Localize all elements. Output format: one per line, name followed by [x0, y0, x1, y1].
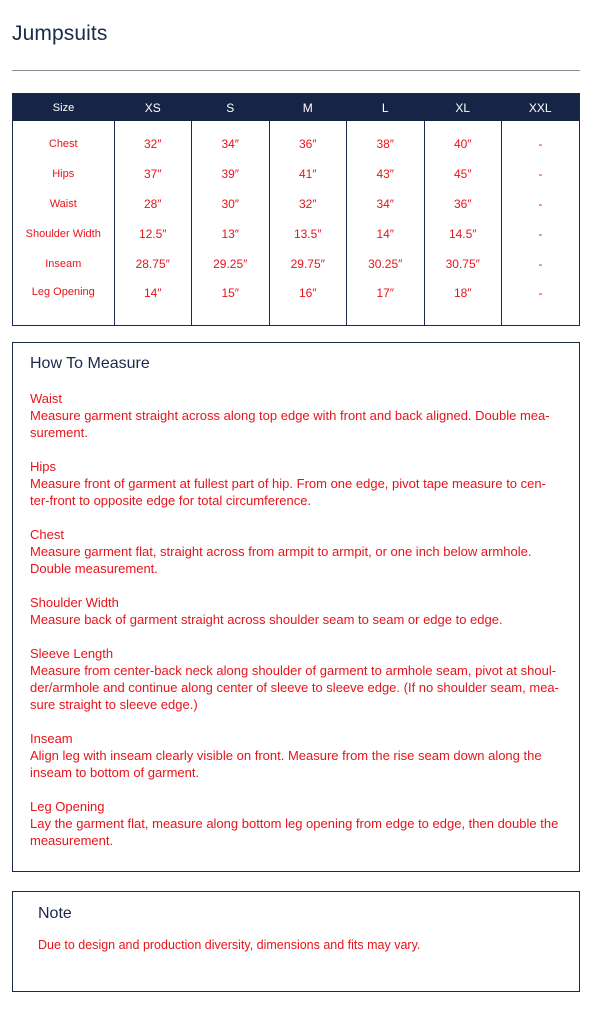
size-header-l: L	[347, 94, 425, 121]
table-cell: -	[502, 159, 580, 189]
page-title: Jumpsuits	[12, 22, 108, 45]
row-label-leg-opening: Leg Opening	[31, 286, 95, 298]
table-cell: 37″	[114, 159, 192, 189]
table-cell: -	[502, 279, 580, 326]
table-cell: 14.5″	[424, 219, 502, 249]
table-cell: 28″	[114, 189, 192, 219]
table-cell: 28.75″	[114, 249, 192, 279]
table-cell: 29.25″	[192, 249, 270, 279]
table-cell: 39″	[192, 159, 270, 189]
measure-item-text: Measure front of garment at fullest part of hip. From one edge, pivot tape measure to cen-ter-front to opposite edge for total circumference.	[30, 476, 546, 508]
note-heading: Note	[38, 905, 72, 922]
table-header-row	[13, 94, 579, 121]
measure-item-title: Leg Opening	[30, 799, 105, 814]
measure-item-text: Lay the garment flat, measure along bottom leg opening from edge to edge, then double the measurement.	[30, 816, 559, 848]
measure-item-text: Measure from center-back neck along shoulder of garment to armhole seam, pivot at shoul-der/armhole and continue along center of sleeve to sleeve edge. (If no shoulder seam, mea-sure straight to sleeve edge.)	[30, 663, 559, 712]
table-cell: 30.75″	[424, 249, 502, 279]
table-cell: 32″	[269, 189, 347, 219]
size-chart-table	[12, 93, 580, 326]
table-cell: -	[502, 189, 580, 219]
size-header-label: Size	[13, 94, 114, 121]
table-row	[13, 249, 579, 279]
measure-item-chest	[30, 526, 560, 577]
table-cell: 41″	[269, 159, 347, 189]
table-cell: 15″	[192, 279, 270, 326]
table-cell: -	[502, 249, 580, 279]
size-header-m: M	[269, 94, 347, 121]
table-cell: 17″	[347, 279, 425, 326]
how-to-measure-heading: How To Measure	[30, 355, 150, 372]
table-row	[13, 219, 579, 249]
note-text: Due to design and production diversity, dimensions and fits may vary.	[38, 938, 421, 952]
table-cell: 32″	[114, 121, 192, 159]
table-cell: 38″	[347, 121, 425, 159]
measure-item-text: Measure garment flat, straight across from armpit to armpit, or one inch below armhole. Double measurement.	[30, 544, 532, 576]
table-cell: 14″	[347, 219, 425, 249]
measure-list	[30, 390, 560, 866]
table-cell: 34″	[192, 121, 270, 159]
table-cell: 14″	[114, 279, 192, 326]
measure-item-title: Inseam	[30, 731, 73, 746]
table-cell: -	[502, 121, 580, 159]
measure-item-text: Measure garment straight across along top edge with front and back aligned. Double mea-surement.	[30, 408, 550, 440]
row-label-chest: Chest	[48, 138, 78, 150]
table-cell: -	[502, 219, 580, 249]
table-cell: 36″	[424, 189, 502, 219]
table-cell: 34″	[347, 189, 425, 219]
measure-item-title: Waist	[30, 391, 63, 406]
row-label-hips: Hips	[52, 168, 75, 180]
note-panel	[12, 891, 580, 992]
measure-item-title: Hips	[30, 459, 57, 474]
measure-item-title: Sleeve Length	[30, 646, 114, 661]
row-label-waist: Waist	[49, 198, 77, 210]
table-cell: 29.75″	[269, 249, 347, 279]
title-divider	[12, 70, 580, 71]
row-label-inseam: Inseam	[45, 258, 82, 270]
table-cell: 13″	[192, 219, 270, 249]
measure-item-text: Measure back of garment straight across shoulder seam to seam or edge to edge.	[30, 612, 503, 627]
size-header-xl: XL	[424, 94, 502, 121]
size-header-xxl: XXL	[502, 94, 580, 121]
measure-item-waist	[30, 390, 560, 441]
measure-item-title: Shoulder Width	[30, 595, 119, 610]
table-row	[13, 121, 579, 159]
measure-item-title: Chest	[30, 527, 64, 542]
table-cell: 18″	[424, 279, 502, 326]
measure-item-leg-opening	[30, 798, 560, 849]
table-cell: 16″	[269, 279, 347, 326]
how-to-measure-panel	[12, 342, 580, 872]
measure-item-shoulder-width	[30, 594, 560, 628]
table-cell: 40″	[424, 121, 502, 159]
table-cell: 45″	[424, 159, 502, 189]
measure-item-sleeve-length	[30, 645, 560, 713]
size-header-xs: XS	[114, 94, 192, 121]
row-label-shoulder-width: Shoulder Width	[25, 228, 101, 240]
table-cell: 13.5″	[269, 219, 347, 249]
measure-item-inseam	[30, 730, 560, 781]
table-cell: 30″	[192, 189, 270, 219]
table-row	[13, 159, 579, 189]
measure-item-text: Align leg with inseam clearly visible on front. Measure from the rise seam down along the inseam to bottom of garment.	[30, 748, 542, 780]
table-cell: 12.5″	[114, 219, 192, 249]
measure-item-hips	[30, 458, 560, 509]
table-cell: 30.25″	[347, 249, 425, 279]
table-cell: 43″	[347, 159, 425, 189]
table-row	[13, 189, 579, 219]
size-header-s: S	[192, 94, 270, 121]
table-cell: 36″	[269, 121, 347, 159]
table-row	[13, 279, 579, 326]
